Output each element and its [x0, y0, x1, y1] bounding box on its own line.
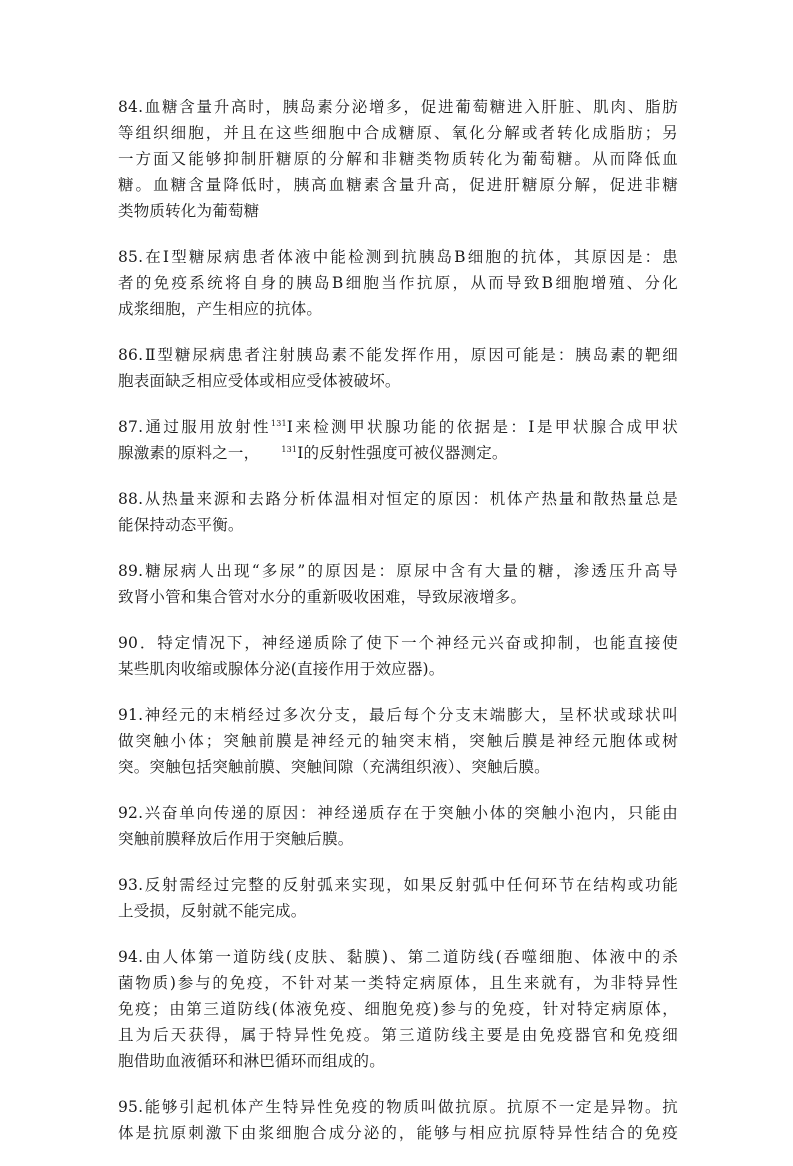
paragraph-92 — [118, 800, 678, 852]
paragraph-line: 84.血糖含量升高时，胰岛素分泌增多，促进葡萄糖进入肝脏、肌肉、脂肪 — [118, 98, 678, 116]
paragraph-93 — [118, 872, 678, 924]
paragraph-line: 95.能够引起机体产生特异性免疫的物质叫做抗原。抗原不一定是异物。抗 — [118, 1098, 678, 1116]
paragraph-line: 上受损，反射就不能完成。 — [118, 902, 307, 920]
paragraph-line: 某些肌肉收缩或腺体分泌(直接作用于效应器)。 — [118, 660, 445, 678]
paragraph-90 — [118, 630, 678, 682]
paragraph-line: 85.在Ⅰ型糖尿病患者体液中能检测到抗胰岛B细胞的抗体，其原因是：患 — [118, 248, 678, 266]
paragraph-line: 能保持动态平衡。 — [118, 516, 244, 534]
paragraph-line: 类物质转化为葡萄糖 — [118, 202, 260, 220]
paragraph-line: 突。突触包括突触前膜、突触间隙（充满组织液）、突触后膜。 — [118, 758, 550, 776]
paragraph-87 — [118, 414, 678, 466]
paragraph-line: 菌物质)参与的免疫，不针对某一类特定病原体，且生来就有，为非特异性 — [118, 974, 678, 992]
text-segment: 87.通过服用放射性 — [118, 418, 271, 436]
paragraph-line: 糖。血糖含量降低时，胰高血糖素含量升高，促进肝糖原分解，促进非糖 — [118, 176, 678, 194]
paragraph-line: 成浆细胞，产生相应的抗体。 — [118, 300, 323, 318]
paragraph-line: 胞表面缺乏相应受体或相应受体被破坏。 — [118, 372, 401, 390]
paragraph-line: 一方面又能够抑制肝糖原的分解和非糖类物质转化为葡萄糖。从而降低血 — [118, 150, 678, 168]
paragraph-line: 且为后天获得，属于特异性免疫。第三道防线主要是由免疫器官和免疫细 — [118, 1026, 678, 1044]
paragraph-line: 94.由人体第一道防线(皮肤、黏膜)、第二道防线(吞噬细胞、体液中的杀 — [118, 948, 678, 966]
paragraph-line: 92.兴奋单向传递的原因：神经递质存在于突触小体的突触小泡内，只能由 — [118, 804, 678, 822]
paragraph-line: 86.Ⅱ型糖尿病患者注射胰岛素不能发挥作用，原因可能是：胰岛素的靶细 — [118, 346, 678, 364]
paragraph-84 — [118, 94, 678, 224]
isotope-superscript: 131 — [270, 419, 287, 428]
text-segment: I来检测甲状腺功能的依据是：I是甲状腺合成甲状 — [286, 418, 678, 436]
paragraph-line: 91.神经元的末梢经过多次分支，最后每个分支末端膨大，呈杯状或球状叫 — [118, 706, 678, 724]
paragraph-91 — [118, 702, 678, 780]
paragraph-line: 89.糖尿病人出现“多尿”的原因是：原尿中含有大量的糖，渗透压升高导 — [118, 562, 678, 580]
paragraph-line: 免疫；由第三道防线(体液免疫、细胞免疫)参与的免疫，针对特定病原体， — [118, 1000, 678, 1018]
paragraph-85 — [118, 244, 678, 322]
paragraph-line: 者的免疫系统将自身的胰岛B细胞当作抗原，从而导致B细胞增殖、分化 — [118, 274, 678, 292]
paragraph-line: 93.反射需经过完整的反射弧来实现，如果反射弧中任何环节在结构或功能 — [118, 876, 678, 894]
text-segment: 腺激素的原料之一， — [118, 444, 260, 462]
paragraph-line: 胞借助血液循环和淋巴循环而组成的。 — [118, 1052, 385, 1070]
paragraph-95 — [118, 1094, 678, 1146]
isotope-superscript: 131 — [281, 445, 298, 454]
paragraph-line: 90．特定情况下，神经递质除了使下一个神经元兴奋或抑制，也能直接使 — [118, 634, 678, 652]
paragraph-line — [118, 414, 678, 440]
paragraph-88 — [118, 486, 678, 538]
text-segment: I的反射性强度可被仪器测定。 — [297, 444, 508, 462]
paragraph-line: 88.从热量来源和去路分析体温相对恒定的原因：机体产热量和散热量总是 — [118, 490, 678, 508]
paragraph-line: 做突触小体；突触前膜是神经元的轴突末梢，突触后膜是神经元胞体或树 — [118, 732, 678, 750]
paragraph-line: 等组织细胞，并且在这些细胞中合成糖原、氧化分解或者转化成脂肪；另 — [118, 124, 678, 142]
paragraph-line: 体是抗原刺激下由浆细胞合成分泌的，能够与相应抗原特异性结合的免疫 — [118, 1124, 678, 1142]
paragraph-line: 突触前膜释放后作用于突触后膜。 — [118, 830, 354, 848]
paragraph-line: 致肾小管和集合管对水分的重新吸收困难，导致尿液增多。 — [118, 588, 527, 606]
paragraph-line — [118, 440, 678, 466]
document-page — [118, 94, 678, 1166]
paragraph-89 — [118, 558, 678, 610]
paragraph-86 — [118, 342, 678, 394]
paragraph-94 — [118, 944, 678, 1074]
